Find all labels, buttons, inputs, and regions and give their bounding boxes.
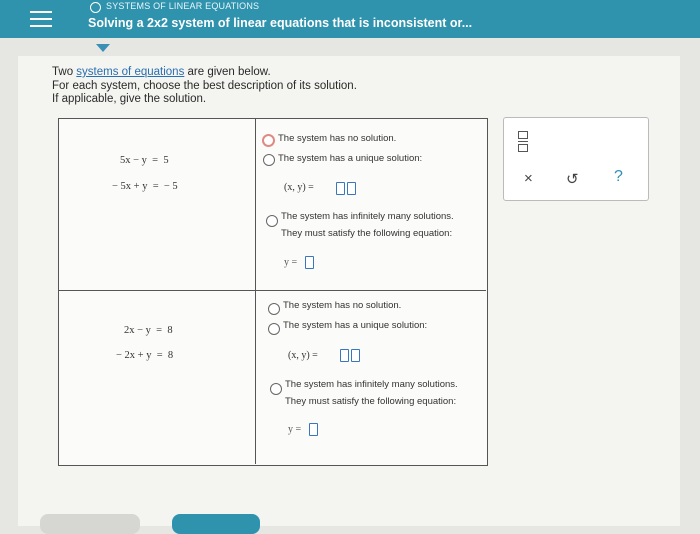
question-prompt: Two systems of equations are given below. For each system, choose the best description of its solution. If applicable, give the solution.: [52, 66, 357, 105]
system2-equation1: 2x − y = 8: [124, 325, 173, 336]
topic-label: SYSTEMS OF LINEAR EQUATIONS: [106, 1, 260, 11]
help-icon[interactable]: ?: [614, 168, 623, 185]
system1-equation-input[interactable]: [305, 256, 314, 269]
system2-no-solution-radio[interactable]: [268, 303, 280, 315]
system2-infinite-label: The system has infinitely many solutions. They must satisfy the following equation:: [285, 379, 458, 407]
system2-y-input[interactable]: [351, 349, 360, 362]
hamburger-icon[interactable]: [30, 11, 52, 27]
fraction-icon[interactable]: [518, 131, 528, 152]
system1-y-label: y =: [284, 257, 298, 268]
top-bar: [0, 0, 700, 38]
system1-y-input[interactable]: [347, 182, 356, 195]
system2-equation2: − 2x + y = 8: [116, 350, 174, 361]
explanation-button[interactable]: [40, 514, 140, 534]
system1-equation1: 5x − y = 5: [120, 155, 169, 166]
system2-infinite-radio[interactable]: [270, 383, 282, 395]
system2-equation-input[interactable]: [309, 423, 318, 436]
column-divider: [255, 118, 256, 464]
topic-progress-icon: [90, 2, 101, 13]
tool-palette: [503, 117, 649, 201]
system2-x-input[interactable]: [340, 349, 349, 362]
system2-unique-radio[interactable]: [268, 323, 280, 335]
system1-no-solution-radio[interactable]: [262, 134, 275, 147]
close-icon[interactable]: ×: [524, 170, 533, 187]
system1-pair-label: (x, y) =: [284, 182, 314, 193]
undo-icon[interactable]: ↺: [566, 171, 579, 188]
system2-y-label: y =: [288, 424, 302, 435]
system2-pair-label: (x, y) =: [288, 350, 318, 361]
system1-equation2: − 5x + y = − 5: [112, 181, 178, 192]
system2-no-solution-label: The system has no solution.: [283, 300, 402, 311]
row-divider: [58, 290, 486, 291]
system1-infinite-radio[interactable]: [266, 215, 278, 227]
check-button[interactable]: [172, 514, 260, 534]
system1-unique-label: The system has a unique solution:: [278, 153, 423, 164]
system1-x-input[interactable]: [336, 182, 345, 195]
system1-no-solution-label: The system has no solution.: [278, 133, 397, 144]
page-title: Solving a 2x2 system of linear equations that is inconsistent or...: [88, 16, 473, 30]
system1-unique-radio[interactable]: [263, 154, 275, 166]
chevron-down-icon[interactable]: [96, 44, 110, 52]
system1-infinite-label: The system has infinitely many solutions. They must satisfy the following equation:: [281, 211, 454, 239]
systems-table: [58, 118, 488, 466]
system2-unique-label: The system has a unique solution:: [283, 320, 428, 331]
systems-link[interactable]: systems of equations: [76, 66, 185, 78]
